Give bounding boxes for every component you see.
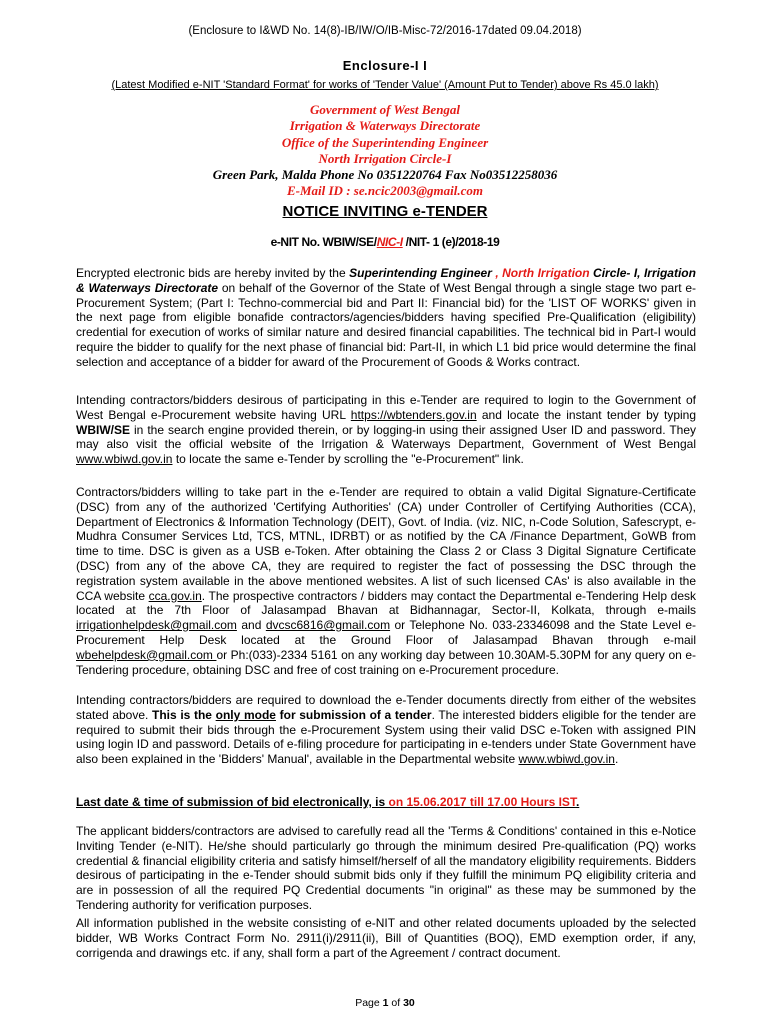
footer-page-number: 1: [382, 997, 389, 1009]
wbtenders-link[interactable]: https://wbtenders.gov.in: [350, 407, 477, 422]
paragraph-dsc: [76, 485, 696, 677]
irrigation-helpdesk-email[interactable]: irrigationhelpdesk@gmail.com: [76, 618, 237, 633]
para2-text: Intending contractors/bidders desirous of participating in this e-Tender are required to login to the Government of West Bengal e-Procurement website having URL: [76, 393, 696, 422]
para1-body: on behalf of the Governor of the State of West Bengal through a single stage two part e-Procurement System; (Part I: Techno-commercial bid and Part II: Financial bid) for the 'LIST OF WORKS' given in the next page from eligible bonafide contractors/agencies/bidders having specified Pre-Qualification (eligibility) credential for execution of works of similar nature and desired financial capabilities. The technical bid in Part-I would require the bidder to qualify for the next phase of financial bid: Part-II, in which L1 bid price would determine the final selection and acceptance of a bidder for award of the Procurement of Goods & Works contract.: [76, 280, 696, 369]
office-name: Office of the Superintending Engineer: [281, 134, 489, 150]
para1-north-irrigation: , North Irrigation: [491, 266, 590, 280]
wbiwd-link-2[interactable]: www.wbiwd.gov.in: [518, 752, 615, 767]
wbe-helpdesk-email[interactable]: wbehelpdesk@gmail.com: [76, 647, 217, 662]
para3-text2: . The prospective contractors / bidders may contact the Departmental e-Tendering Help desk located at the 7th Floor of Jalasampad Bhavan at Bidhannagar, Sector-II, Kolkata, through e-mails: [76, 588, 696, 618]
para2-text2: and locate the instant tender by typing: [476, 407, 697, 422]
last-date-end: .: [575, 795, 580, 809]
para3-text3: and: [236, 618, 266, 633]
paragraph-advice: The applicant bidders/contractors are advised to carefully read all the 'Terms & Conditions' contained in this e-Notice Inviting Tender (e-NIT). He/she should particularly go through the minimum desired Pre-qualification (PQ) works credential & financial eligibility criteria and satisfy himself/herself of all the mandatory eligibility requirements. Bidders desirous of participating in the e-Tender should submit bids only if they fulfill the minimum PQ eligibility criteria and are in possession of all the required PQ Credential documents "in original" as these may be summoned by the Tendering authority for verification purposes.: [76, 824, 696, 912]
notice-title: NOTICE INVITING e-TENDER: [282, 203, 488, 220]
last-date-label: Last date & time of submission of bid electronically, is: [76, 795, 389, 809]
footer-page-total: 30: [403, 997, 415, 1009]
search-keyword: WBIW/SE: [76, 422, 130, 437]
para4-text: Intending contractors/bidders are required to download the e-Tender documents directly from either of the websites stated above.: [76, 693, 696, 722]
para1-directorate: Circle- I, Irrigation & Waterways Directorate: [76, 266, 696, 295]
para2-text4: to locate the same e-Tender by scrolling the "e-Procurement" link.: [172, 452, 524, 467]
paragraph-invitation: [76, 266, 696, 370]
para1-se: Superintending Engineer: [349, 266, 492, 280]
para4-text2: . The interested bidders eligible for the tender are required to submit their bids through the e-Procurement System using their valid DSC e-Token with assigned PIN using login ID and password. Details of e-filing procedure for participating in e-tenders under State Government have also been explained in the 'Bidders' Manual', available in the Departmental website: [76, 707, 696, 767]
para3-text: Contractors/bidders willing to take part in the e-Tender are required to obtain a valid Digital Signature-Certificate (DSC) from any of the authorized 'Certifying Authorities' (CA) under Controller of Certifying Authorities (CCA), Department of Electronics & Information Technology (DEIT), Govt. of India. (viz. NIC, n-Code Solution, Safescrypt, e-Mudhra Consumer Services Ltd, TCS, MTNL, IDRBT) or as notified by the CA /Finance Department, GoWB from time to time. DSC is given as a USB e-Token. After obtaining the Class 2 or Class 3 Digital Signature Certificate (DSC) from any of the above CA, they are required to register the fact of possessing the DSC through the registration system available in the above mentioned websites. A list of such licensed CAs' is also available in the CCA website: [76, 485, 696, 603]
nit-circle-code: NIC-I: [376, 235, 403, 249]
paragraph-download: [76, 693, 696, 767]
para4-bold3: for submission of a tender: [275, 707, 432, 722]
office-contact: Green Park, Malda Phone No 0351220764 Fax No03512258036: [212, 167, 558, 183]
office-directorate: Irrigation & Waterways Directorate: [289, 118, 481, 134]
nit-suffix: /NIT- 1 (e)/2018-19: [402, 235, 500, 249]
office-email: E-Mail ID : se.ncic2003@gmail.com: [286, 183, 484, 199]
para1-text: Encrypted electronic bids are hereby invited by the: [76, 266, 350, 280]
para3-text5: or Ph:(033)-2334 5161 on any working day between 10.30AM-5.30PM for any query on e-Tendering procedure, obtaining DSC and free of cost training on e-Procurement procedure.: [76, 647, 697, 677]
para4-text3: .: [614, 752, 619, 767]
office-circle: North Irrigation Circle-I: [318, 150, 452, 166]
enclosure-reference: (Enclosure to I&WD No. 14(8)-IB/IW/O/IB-Misc-72/2016-17dated 09.04.2018): [188, 25, 582, 37]
para4-only-mode: only mode: [215, 707, 276, 722]
paragraph-login: [76, 393, 696, 467]
nit-number: [0, 235, 770, 249]
para3-text4: or Telephone No. 033-23346098 and the State Level e-Procurement Help Desk located at the Ground Floor of Jalasampad Bhavan through e-mail: [76, 618, 696, 647]
para4-bold1: This is the: [152, 707, 216, 722]
wbiwd-link[interactable]: www.wbiwd.gov.in: [76, 452, 173, 467]
enclosure-subtitle: (Latest Modified e-NIT 'Standard Format' for works of 'Tender Value' (Amount Put to Tender) above Rs 45.0 lakh): [111, 79, 659, 91]
footer-page-label: Page: [355, 997, 383, 1009]
cca-link[interactable]: cca.gov.in: [148, 588, 202, 603]
paragraph-information: All information published in the website consisting of e-NIT and other related documents uploaded by the selected bidder, WB Works Contract Form No. 2911(i)/2911(ii), Bill of Quantities (BOQ), EMD exemption order, if any, corrigenda and drawings etc. if any, shall form a part of the Agreement / contract document.: [76, 916, 696, 960]
para2-text3: in the search engine provided therein, or by logging-in using their assigned User ID and password. They may also visit the official website of the Irrigation & Waterways Department, Government of West Bengal: [76, 422, 696, 452]
office-header: [0, 102, 770, 200]
enclosure-title: Enclosure-I I: [342, 58, 428, 73]
last-date-line: [76, 795, 696, 810]
office-government: Government of West Bengal: [309, 102, 461, 117]
dvcsc-email[interactable]: dvcsc6816@gmail.com: [265, 618, 391, 633]
footer-of: of: [388, 997, 404, 1009]
last-date-value: on 15.06.2017 till 17.00 Hours IST: [388, 795, 576, 809]
page-footer: [0, 997, 770, 1009]
nit-prefix: e-NIT No. WBIW/SE/: [270, 235, 377, 249]
